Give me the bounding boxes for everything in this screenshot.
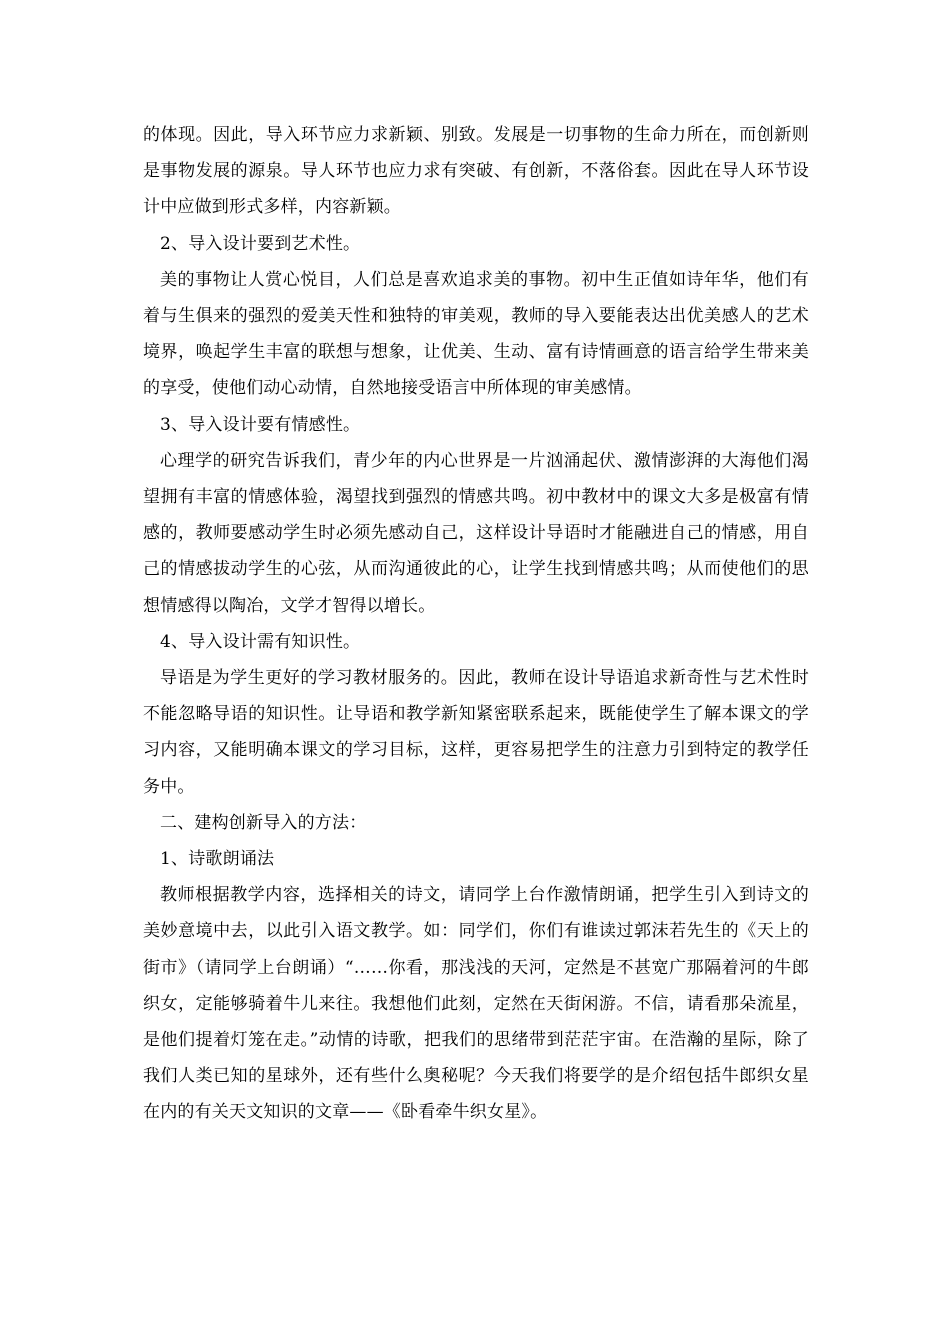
paragraph-artistry: 美的事物让人赏心悦目，人们总是喜欢追求美的事物。初中生正值如诗年华，他们有着与生俱来的强烈的爱美天性和独特的审美观，教师的导入要能表达出优美感人的艺术境界，唤起学生丰富的联想与想象，让优美、生动、富有诗情画意的语言给学生带来美的享受，使他们动心动情，自然地接受语言中所体现的审美感情。 xyxy=(143,269,809,399)
heading-artistry: 2、导入设计要到艺术性。 xyxy=(160,233,361,254)
document-body xyxy=(143,117,809,1131)
paragraph-poetry-recitation: 教师根据教学内容，选择相关的诗文，请同学上台作激情朗诵，把学生引入到诗文的美妙意境中去，以此引入语文教学。如：同学们，你们有谁读过郭沫若先生的《天上的街市》（请同学上台朗诵）“……你看，那浅浅的天河，定然是不甚宽广那隔着河的牛郎织女，定能够骑着牛儿来往。我想他们此刻，定然在天街闲游。不信，请看那朵流星，是他们提着灯笼在走。”动情的诗歌，把我们的思绪带到茫茫宇宙。在浩瀚的星际，除了我们人类已知的星球外，还有些什么奥秘呢？今天我们将要学的是介绍包括牛郎织女星在内的有关天文知识的文章——《卧看牵牛织女星》。 xyxy=(143,885,809,1123)
paragraph-emotion: 心理学的研究告诉我们，青少年的内心世界是一片汹涌起伏、激情澎湃的大海他们渴望拥有丰富的情感体验，渴望找到强烈的情感共鸣。初中教材中的课文大多是极富有情感的，教师要感动学生时必须先感动自己，这样设计导语时才能融进自己的情感，用自己的情感拔动学生的心弦，从而沟通彼此的心，让学生找到情感共鸣；从而使他们的思想情感得以陶冶，文学才智得以增长。 xyxy=(143,450,809,616)
heading-knowledge: 4、导入设计需有知识性。 xyxy=(160,631,361,652)
heading-poetry-recitation: 1、诗歌朗诵法 xyxy=(160,849,275,870)
paragraph-intro-continuation: 的体现。因此，导入环节应力求新颖、别致。发展是一切事物的生命力所在，而创新则是事物发展的源泉。导人环节也应力求有突破、有创新，不落俗套。因此在导人环节设计中应做到形式多样，内容新颖。 xyxy=(143,125,809,218)
heading-emotion: 3、导入设计要有情感性。 xyxy=(160,414,361,435)
section-heading-methods: 二、建构创新导入的方法： xyxy=(160,812,367,833)
paragraph-knowledge: 导语是为学生更好的学习教材服务的。因此，教师在设计导语追求新奇性与艺术性时不能忽略导语的知识性。让导语和教学新知紧密联系起来，既能使学生了解本课文的学习内容，又能明确本课文的学习目标，这样，更容易把学生的注意力引到特定的教学任务中。 xyxy=(143,668,809,797)
